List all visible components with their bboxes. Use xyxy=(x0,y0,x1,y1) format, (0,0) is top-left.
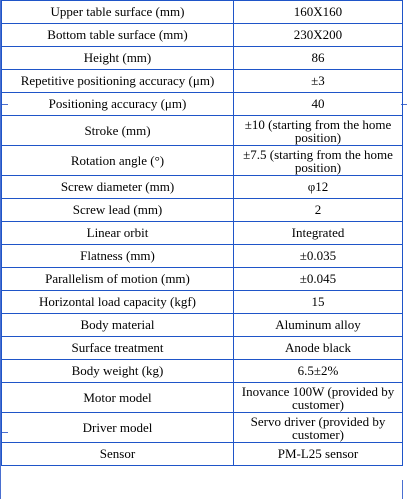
parameter-value-cell: 2 xyxy=(234,199,403,222)
bottom-margin-guide xyxy=(0,490,1,499)
parameter-name-cell: Repetitive positioning accuracy (μm) xyxy=(2,70,234,93)
table-row xyxy=(2,337,403,360)
table-row xyxy=(2,70,403,93)
parameter-name-cell: Flatness (mm) xyxy=(2,245,234,268)
parameter-name-cell: Sensor xyxy=(2,443,234,466)
parameter-name-cell: Upper table surface (mm) xyxy=(2,1,234,24)
parameter-value-cell: Anode black xyxy=(234,337,403,360)
parameter-name-cell: Horizontal load capacity (kgf) xyxy=(2,291,234,314)
parameter-value-cell: Aluminum alloy xyxy=(234,314,403,337)
parameter-name-cell: Body material xyxy=(2,314,234,337)
right-margin-guide xyxy=(402,480,403,499)
table-row xyxy=(2,199,403,222)
parameter-name-cell: Rotation angle (°) xyxy=(2,146,234,176)
parameter-value-cell: 6.5±2% xyxy=(234,360,403,383)
parameter-value-cell: Integrated xyxy=(234,222,403,245)
parameter-value-cell: ±10 (starting from the home position) xyxy=(234,116,403,146)
parameter-name-cell: Screw lead (mm) xyxy=(2,199,234,222)
table-row xyxy=(2,360,403,383)
parameter-name-cell: Driver model xyxy=(2,413,234,443)
table-row xyxy=(2,291,403,314)
parameter-value-cell: ±7.5 (starting from the home position) xyxy=(234,146,403,176)
table-row xyxy=(2,116,403,146)
parameter-value-cell: 86 xyxy=(234,47,403,70)
parameter-value-cell: 230X200 xyxy=(234,24,403,47)
table-row xyxy=(2,245,403,268)
parameter-name-cell: Body weight (kg) xyxy=(2,360,234,383)
parameter-value-cell: Servo driver (provided by customer) xyxy=(234,413,403,443)
table-row xyxy=(2,146,403,176)
table-row xyxy=(2,47,403,70)
table-row xyxy=(2,1,403,24)
table-row xyxy=(2,222,403,245)
parameter-value-cell: ±0.035 xyxy=(234,245,403,268)
parameter-value-cell: ±3 xyxy=(234,70,403,93)
parameter-value-cell: PM-L25 sensor xyxy=(234,443,403,466)
parameter-value-cell: 15 xyxy=(234,291,403,314)
specification-table xyxy=(1,0,403,466)
parameter-value-cell: 40 xyxy=(234,93,403,116)
table-row xyxy=(2,314,403,337)
table-row xyxy=(2,93,403,116)
table-row xyxy=(2,268,403,291)
parameter-name-cell: Linear orbit xyxy=(2,222,234,245)
parameter-name-cell: Bottom table surface (mm) xyxy=(2,24,234,47)
parameter-name-cell: Parallelism of motion (mm) xyxy=(2,268,234,291)
parameter-name-cell: Motor model xyxy=(2,383,234,413)
specification-table-body xyxy=(2,1,403,466)
parameter-value-cell: Inovance 100W (provided by customer) xyxy=(234,383,403,413)
parameter-name-cell: Positioning accuracy (μm) xyxy=(2,93,234,116)
table-row xyxy=(2,24,403,47)
parameter-name-cell: Surface treatment xyxy=(2,337,234,360)
table-row xyxy=(2,443,403,466)
table-row xyxy=(2,383,403,413)
parameter-name-cell: Height (mm) xyxy=(2,47,234,70)
parameter-value-cell: 160X160 xyxy=(234,1,403,24)
parameter-value-cell: φ12 xyxy=(234,176,403,199)
parameter-value-cell: ±0.045 xyxy=(234,268,403,291)
table-row xyxy=(2,413,403,443)
parameter-name-cell: Screw diameter (mm) xyxy=(2,176,234,199)
table-row xyxy=(2,176,403,199)
parameter-name-cell: Stroke (mm) xyxy=(2,116,234,146)
